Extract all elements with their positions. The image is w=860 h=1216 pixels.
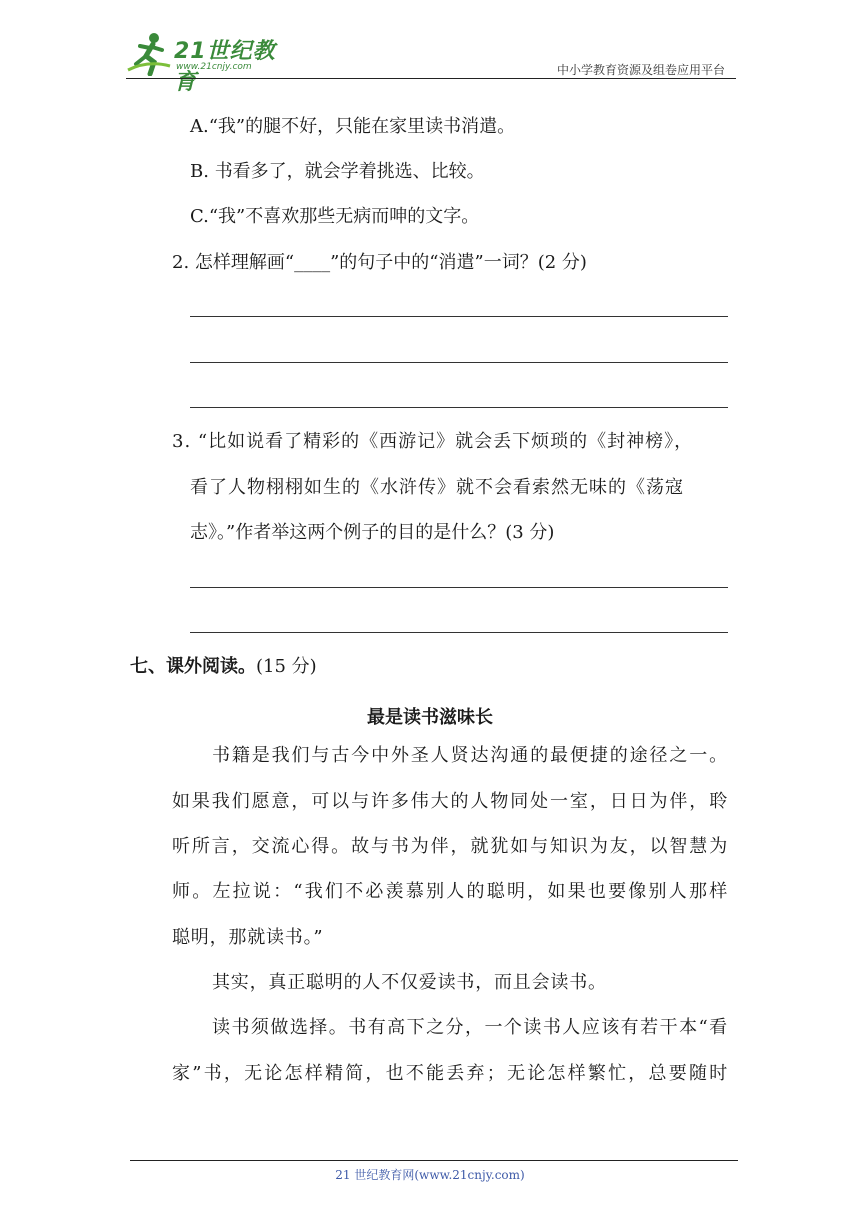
section-score: (15 分): [256, 656, 317, 677]
question-2: 2. 怎样理解画“____”的句子中的“消遣”一词？(2 分): [172, 252, 587, 273]
option-c: [190, 205, 479, 229]
question-3-line: 看了人物栩栩如生的《水浒传》就不会看索然无味的《荡寇: [190, 477, 684, 498]
logo-url: www.21cnjy.com: [176, 62, 252, 72]
runner-logo-icon: [126, 30, 172, 76]
section-title: 七、课外阅读。: [130, 656, 256, 677]
question-3-line: 志》。”作者举这两个例子的目的是什么？(3 分): [190, 522, 555, 543]
article-line: 如果我们愿意，可以与许多伟大的人物同处一室，日日为伴，聆: [172, 791, 728, 812]
option-text: “我”的腿不好，只能在家里读书消遣。: [208, 116, 516, 137]
section-heading: [130, 655, 317, 679]
answer-line[interactable]: [190, 316, 728, 317]
answer-line[interactable]: [190, 587, 728, 588]
article-line: 书籍是我们与古今中外圣人贤达沟通的最便捷的途径之一。: [212, 745, 728, 766]
header-tagline: 中小学教育资源及组卷应用平台: [556, 63, 725, 77]
footer-divider: [130, 1160, 738, 1161]
article-line: 其实，真正聪明的人不仅爱读书，而且会读书。: [212, 972, 607, 993]
question-3-line: 3. “比如说看了精彩的《西游记》就会丢下烦琐的《封神榜》，: [172, 431, 694, 452]
answer-line[interactable]: [190, 407, 728, 408]
header-divider: [126, 78, 736, 79]
option-text: “我”不喜欢那些无病而呻的文字。: [208, 206, 480, 227]
answer-line[interactable]: [190, 632, 728, 633]
option-text: 书看多了，就会学着挑选、比较。: [214, 161, 485, 182]
option-label: C.: [190, 206, 209, 227]
article-line: 读书须做选择。书有高下之分，一个读书人应该有若干本“看: [212, 1017, 728, 1038]
option-a: [190, 115, 515, 139]
article-line: 听所言，交流心得。故与书为伴，就犹如与知识为友，以智慧为: [172, 836, 728, 857]
option-label: A.: [190, 116, 209, 137]
logo-title: 21世纪教育: [174, 39, 276, 95]
article-title: 最是读书滋味长: [367, 707, 493, 728]
option-label: B.: [190, 161, 209, 182]
article-line: 家”书，无论怎样精简，也不能丢弃；无论怎样繁忙，总要随时: [172, 1063, 728, 1084]
site-logo: [126, 30, 296, 95]
page-header: [0, 0, 860, 95]
article-line: 师。左拉说：“我们不必羡慕别人的聪明，如果也要像别人那样: [172, 881, 728, 902]
footer-text: 21 世纪教育网(www.21cnjy.com): [335, 1168, 525, 1182]
article-line: 聪明，那就读书。”: [172, 927, 324, 948]
answer-line[interactable]: [190, 362, 728, 363]
option-b: [190, 160, 485, 184]
